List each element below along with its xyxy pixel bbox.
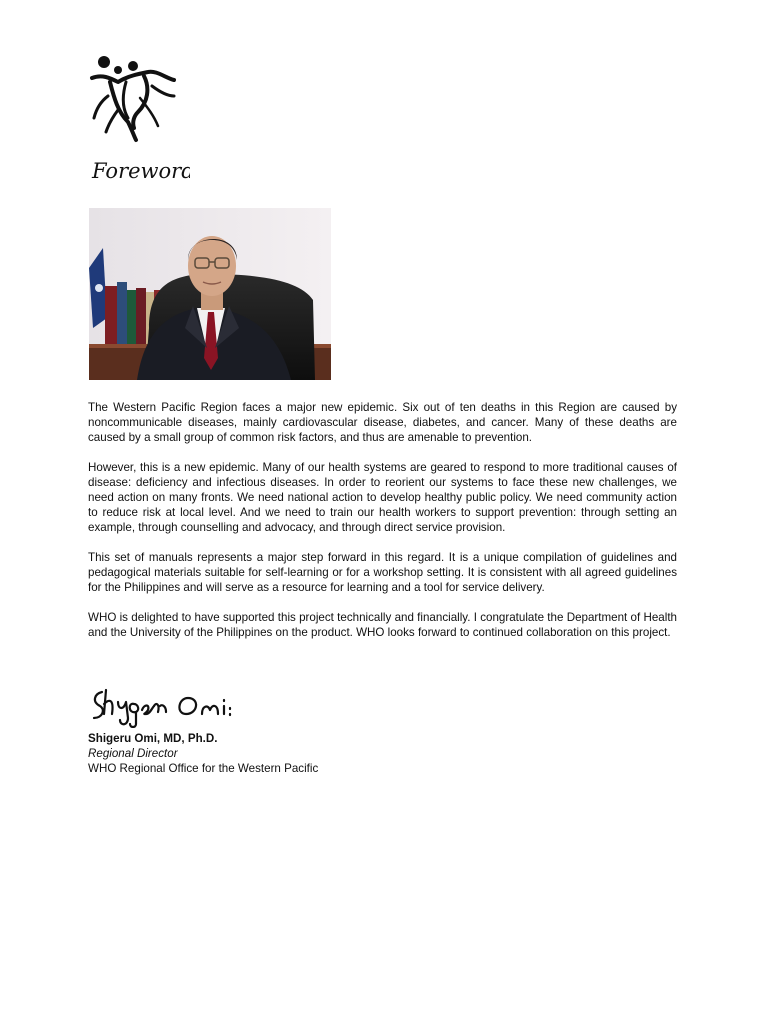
handwritten-signature	[88, 684, 238, 728]
paragraph: The Western Pacific Region faces a major new epidemic. Six out of ten deaths in this Region are caused by noncommunicable diseases, mainly cardiovascular disease, diabetes, and cancer. Many of these deaths are caused by a small group of common risk factors, and thus are amenable to prevention.	[88, 401, 677, 444]
who-logo	[88, 52, 180, 144]
portrait-photo-icon	[89, 208, 331, 380]
signer-block	[88, 731, 318, 776]
signer-office: WHO Regional Office for the Western Pacific	[88, 762, 319, 775]
paragraph: WHO is delighted to have supported this project technically and financially. I congratulate the Department of Health and the University of the Philippines on the product. WHO looks forward to continued collaboration on this project.	[88, 611, 677, 639]
who-wpro-figures-logo-icon	[88, 52, 180, 144]
signer-name: Shigeru Omi, MD, Ph.D.	[88, 732, 218, 745]
foreword-heading	[90, 152, 190, 188]
signer-title: Regional Director	[88, 747, 178, 760]
paragraph: This set of manuals represents a major step forward in this regard. It is a unique compilation of guidelines and pedagogical materials suitable for self-learning or for a workshop setting. It is consistent with all agreed guidelines for the Philippines and will serve as a resource for learning and a tool for service delivery.	[88, 551, 677, 594]
paragraph: However, this is a new epidemic. Many of our health systems are geared to respond to more traditional causes of disease: deficiency and infectious diseases. In order to reorient our systems to face these new challenges, we need action on many fronts. We need national action to develop healthy public policy. We need community action to reduce risk at local level. And we need to train our health workers to support prevention: through setting an example, through counselling and advocacy, and through direct service provision.	[88, 461, 677, 534]
portrait-photo	[89, 208, 331, 380]
foreword-body	[88, 400, 677, 655]
page-title: Foreword	[92, 159, 190, 183]
